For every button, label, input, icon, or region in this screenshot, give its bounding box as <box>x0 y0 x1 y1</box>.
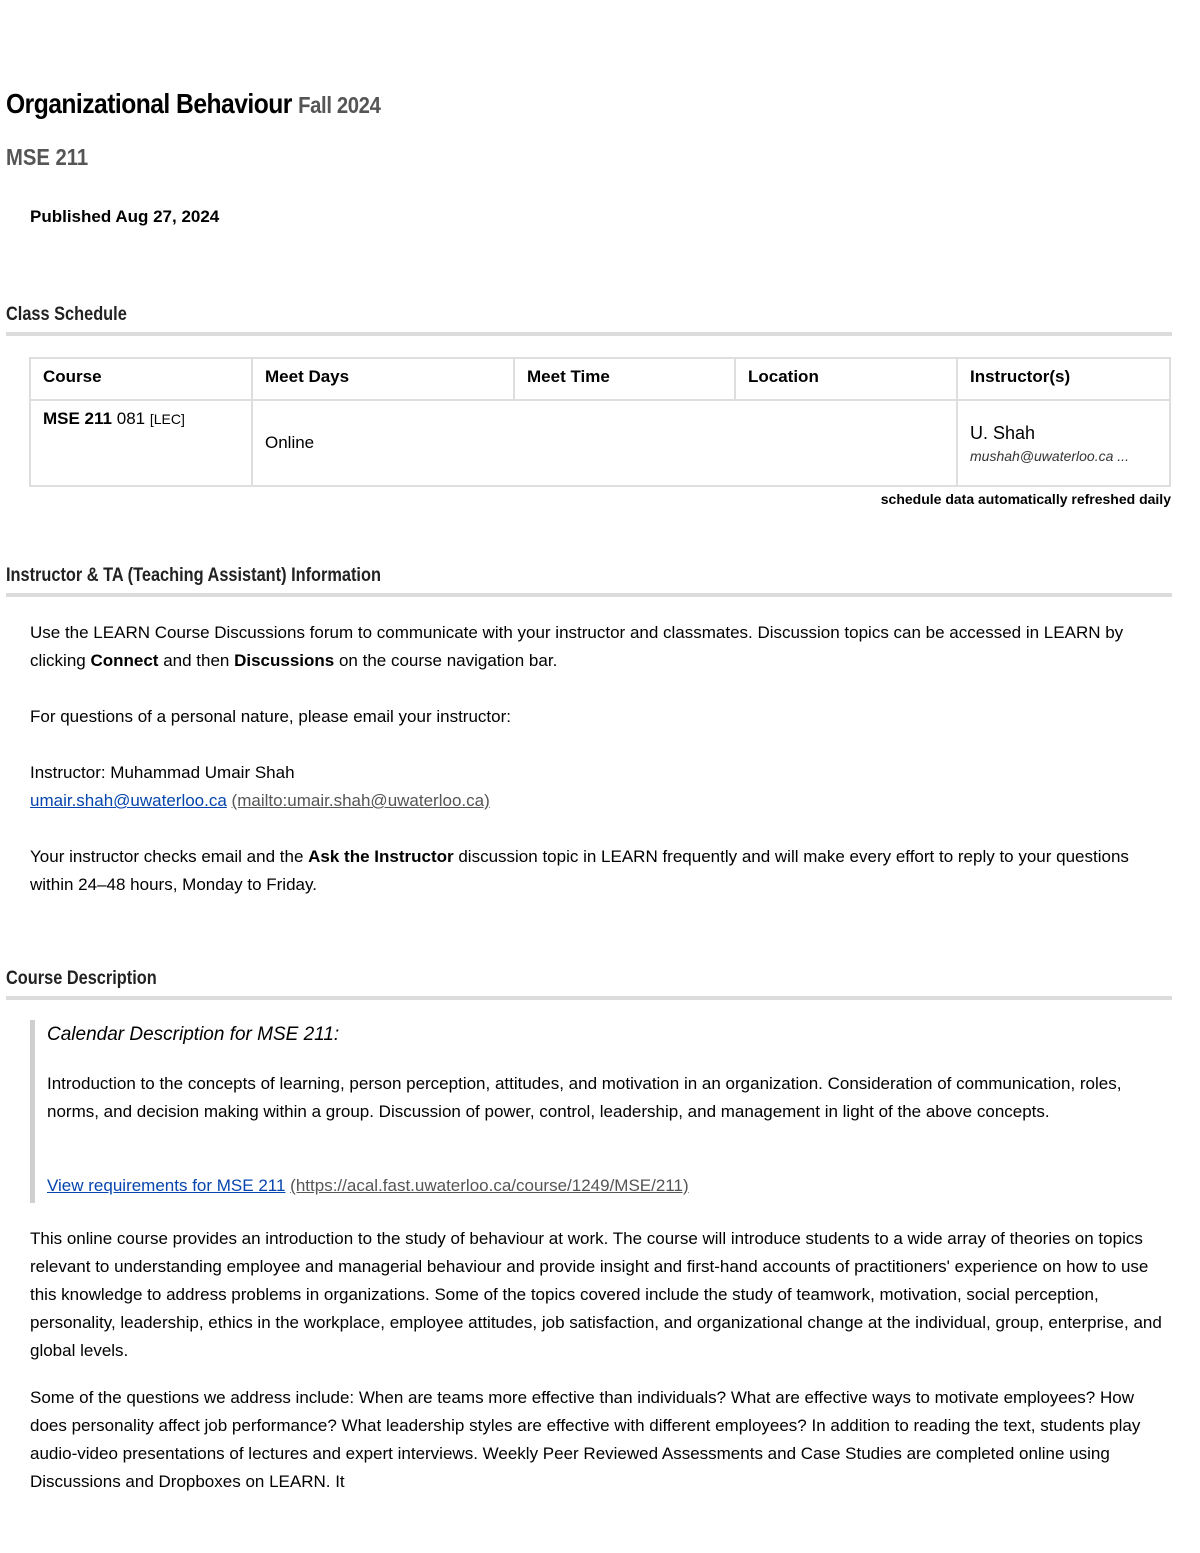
view-requirements-link[interactable]: View requirements for MSE 211 <box>47 1176 286 1195</box>
cell-instructor <box>957 400 1170 486</box>
calendar-description-title: Calendar Description for MSE 211: <box>47 1024 340 1045</box>
table-header-row <box>30 358 1170 400</box>
requirements-url: (https://acal.fast.uwaterloo.ca/course/1249/MSE/211) <box>290 1176 689 1195</box>
column-header-location: Location <box>735 358 957 400</box>
course-overview-paragraph: This online course provides an introduction to the study of behaviour at work. The course will introduce students to a wide array of theories on topics relevant to understanding employee and managerial behaviour and provide insight and first-hand accounts of practitioners' experience on how to use this knowledge to address problems in organizations. Some of the topics covered include the study of teamwork, motivation, social perception, personality, leadership, ethics in the workplace, employee attitudes, job satisfaction, and organizational change at the individual, group, enterprise, and global levels. <box>30 1229 1162 1360</box>
schedule-note: schedule data automatically refreshed daily <box>880 491 1171 507</box>
instructor-name: U. Shah <box>970 422 1036 443</box>
section-heading-course-description: Course Description <box>6 968 1172 1000</box>
term-label: Fall 2024 <box>298 92 381 118</box>
instructor-contact <box>30 759 1170 815</box>
connect-label: Connect <box>90 651 159 670</box>
cell-meet-days <box>252 400 957 486</box>
discussion-paragraph: Use the LEARN Course Discussions forum to communicate with your instructor and classmates. Discussion topics can be accessed in LEARN by clicking Connect and then Discussions on the course navigation bar. <box>30 623 1124 670</box>
section-heading-class-schedule: Class Schedule <box>6 304 1172 336</box>
schedule-table <box>29 357 1171 487</box>
column-header-meet-time: Meet Time <box>514 358 735 400</box>
column-header-course: Course <box>30 358 252 400</box>
table-row <box>30 400 1170 486</box>
calendar-description-block <box>30 1020 1170 1203</box>
response-time-paragraph: Your instructor checks email and the Ask the Instructor discussion topic in LEARN frequently and will make every effort to reply to your questions within 24–48 hours, Monday to Friday. <box>30 847 1129 894</box>
ask-instructor-label: Ask the Instructor <box>308 847 454 866</box>
calendar-description-body: Introduction to the concepts of learning, person perception, attitudes, and motivation in an organization. Consideration of communication, roles, norms, and decision making within a group. Discussion of power, control, leadership, and management in light of the above concepts. <box>47 1074 1122 1121</box>
column-header-meet-days: Meet Days <box>252 358 514 400</box>
instructor-mailto: (mailto:umair.shah@uwaterloo.ca) <box>231 791 490 810</box>
section-heading-instructor-info: Instructor & TA (Teaching Assistant) Information <box>6 565 1172 597</box>
instructor-email: mushah@uwaterloo.ca ... <box>970 447 1129 464</box>
instructor-email-link[interactable]: umair.shah@uwaterloo.ca <box>30 791 227 810</box>
instructor-line: Instructor: Muhammad Umair Shah <box>30 763 295 782</box>
discussions-label: Discussions <box>234 651 335 670</box>
personal-questions-paragraph: For questions of a personal nature, please email your instructor: <box>30 707 511 726</box>
section-number: 081 <box>116 409 146 428</box>
column-header-instructors: Instructor(s) <box>957 358 1170 400</box>
meet-days-value: Online <box>265 433 315 452</box>
cell-course <box>30 400 252 486</box>
course-code: MSE 211 <box>6 144 89 170</box>
course-code-cell: MSE 211 <box>43 409 112 428</box>
published-date: Published Aug 27, 2024 <box>30 207 220 226</box>
section-type: [LEC] <box>149 411 185 427</box>
course-questions-paragraph: Some of the questions we address include: When are teams more effective than individuals? What are effective ways to motivate employees? How does personality affect job performance? What leadership styles are effective with different employees? In addition to reading the text, students play audio-video presentations of lectures and expert interviews. Weekly Peer Reviewed Assessments and Case Studies are completed online using Discussions and Dropboxes on LEARN. It <box>30 1388 1141 1491</box>
page-title <box>6 88 380 120</box>
requirements-line <box>47 1176 689 1196</box>
course-title: Organizational Behaviour <box>6 88 292 119</box>
